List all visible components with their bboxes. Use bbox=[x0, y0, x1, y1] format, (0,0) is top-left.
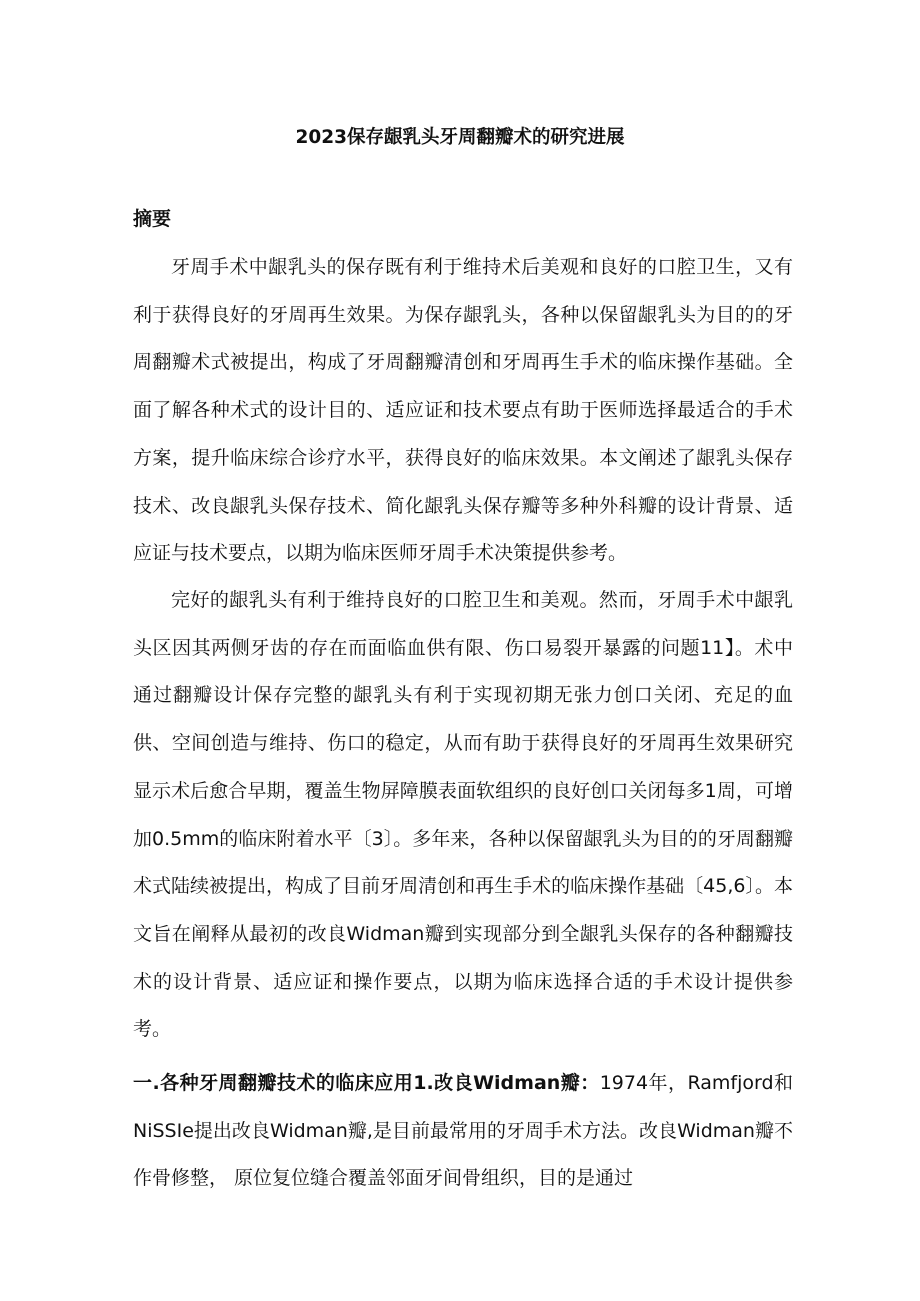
document-title: 2023保存龈乳头牙周翻瓣术的研究进展 bbox=[295, 127, 625, 148]
abstract-heading: 摘要 bbox=[133, 208, 172, 230]
abstract-paragraph: 牙周手术中龈乳头的保存既有利于维持术后美观和良好的口腔卫生，又有利于获得良好的牙周再生效果。为保存龈乳头，各种以保留龈乳头为目的的牙周翻瓣术式被提出，构成了牙周翻瓣清创和牙周再生手术的临床操作基础。全面了解各种术式的设计目的、适应证和技术要点有助于医师选择最适合的手术方案，提升临床综合诊疗水平，获得良好的临床效果。本文阐述了龈乳头保存技术、改良龈乳头保存技术、简化龈乳头保存瓣等多种外科瓣的设计背景、适应证与技术要点，以期为临床医师牙周手术决策提供参考。 bbox=[133, 256, 793, 565]
section-heading: 一.各种牙周翻瓣技术的临床应用1.改良Widman瓣： bbox=[133, 1072, 600, 1094]
section-text: 1974年，Ramfjord和NiSSIe提出改良Widman瓣,是目前最常用的牙周手术方法。改良Widman瓣不作骨修整， 原位复位缝合覆盖邻面牙间骨组织，目的是通过 bbox=[133, 1072, 794, 1190]
body-paragraph: 完好的龈乳头有利于维持良好的口腔卫生和美观。然而，牙周手术中龈乳头区因其两侧牙齿的存在而面临血供有限、伤口易裂开暴露的问题11】。术中通过翻瓣设计保存完整的龈乳头有利于实现初期无张力创口关闭、充足的血供、空间创造与维持、伤口的稳定，从而有助于获得良好的牙周再生效果研究显示术后愈合早期，覆盖生物屏障膜表面软组织的良好创口关闭每多1周，可增加0.5mm的临床附着水平〔3〕。多年来，各种以保留龈乳头为目的的牙周翻瓣术式陆续被提出，构成了目前牙周清创和再生手术的临床操作基础〔45,6〕。本文旨在阐释从最初的改良Widman瓣到实现部分到全龈乳头保存的各种翻瓣技术的设计背景、适应证和操作要点，以期为临床选择合适的手术设计提供参考。 bbox=[133, 589, 793, 1041]
section-paragraph bbox=[133, 1060, 793, 1203]
